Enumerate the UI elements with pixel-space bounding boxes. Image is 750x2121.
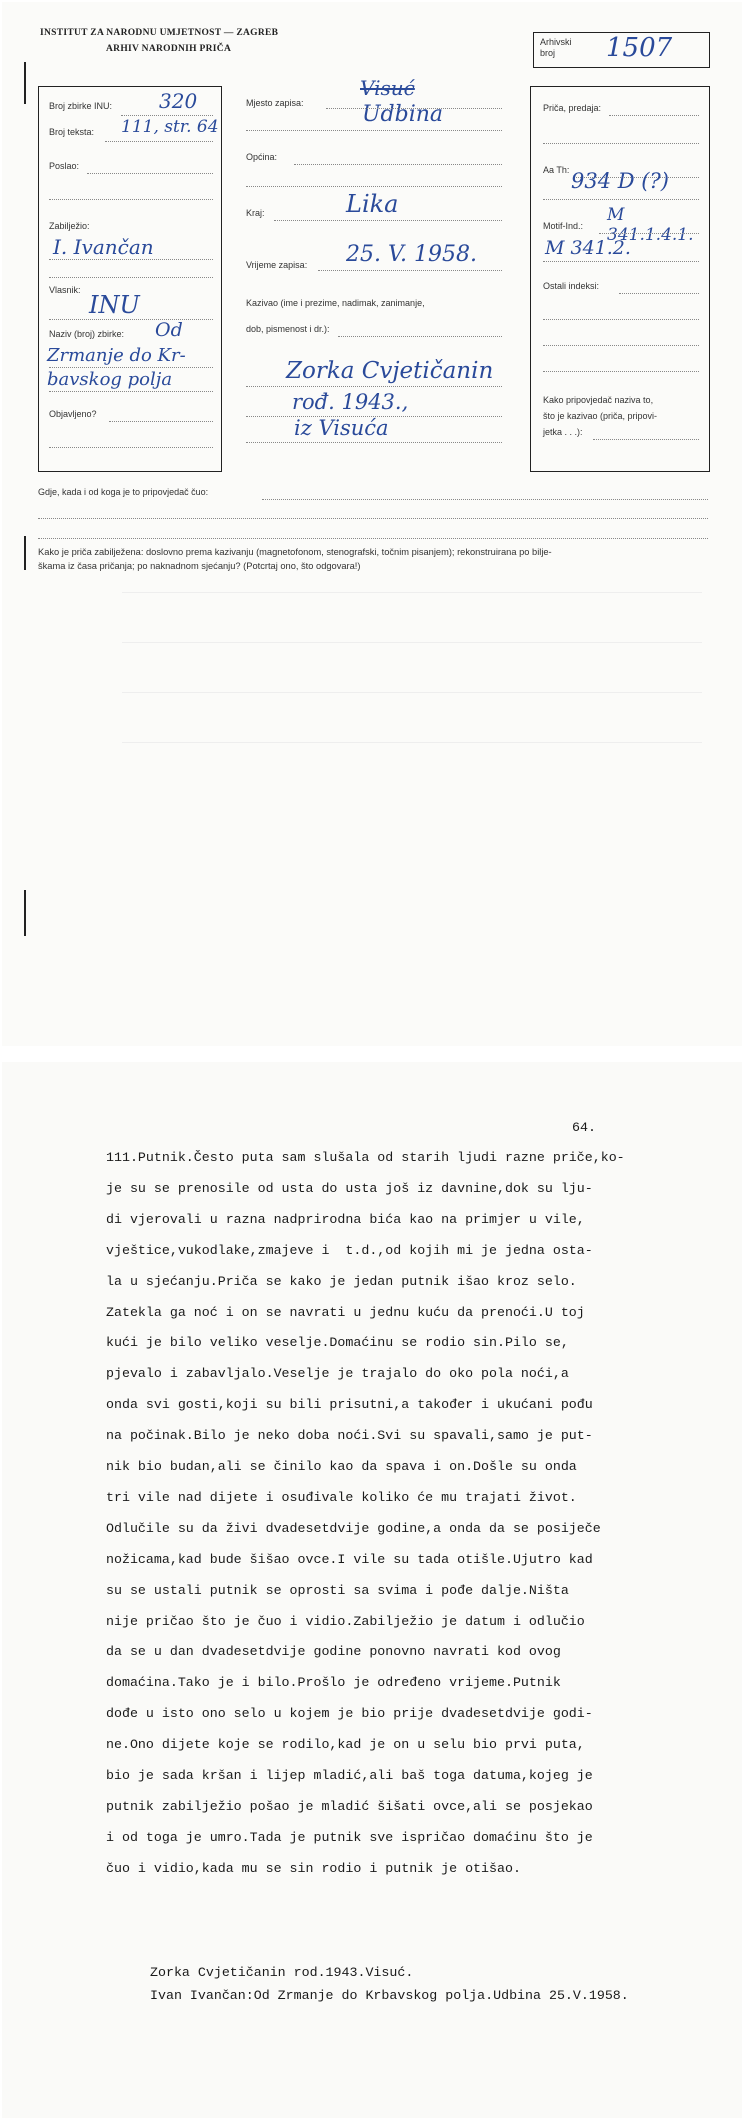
- narrator-value-1: Zorka Cvjetičanin: [286, 358, 494, 384]
- story-line: su se ustali putnik se oprosti sa svima i pođe dalje.Ništa: [106, 1582, 569, 1598]
- story-line: 111.Putnik.Često puta sam slušala od starih ljudi razne priče,ko-: [106, 1150, 625, 1165]
- narrator-label-2: dob, pismenost i dr.):: [246, 324, 330, 334]
- motif-index-label: Motif-Ind.:: [543, 221, 584, 231]
- typed-text-page: [2, 1062, 742, 2118]
- story-line: ne.Ono dijete koje se rodilo,kad je on u selu bio prvi puta,: [106, 1737, 585, 1753]
- story-line: tri vile nad dijete i osuđivale koliko će mu trajati život.: [106, 1489, 577, 1505]
- place-value: Udbina: [362, 102, 444, 127]
- story-line: na počinak.Bilo je neko doba noći.Svi su spavali,samo je put-: [106, 1428, 593, 1444]
- story-type-label: Priča, predaja:: [543, 103, 602, 113]
- published-label: Objavljeno?: [49, 409, 97, 419]
- footer-source: Ivan Ivančan:Od Zrmanje do Krbavskog polja.Udbina 25.V.1958.: [150, 1988, 629, 2003]
- story-line: bio je sada kršan i lijep mladić,ali baš toga datuma,kojeg je: [106, 1768, 593, 1783]
- story-line: la u sjećanju.Priča se kako je jedan putnik išao kroz selo.: [106, 1273, 577, 1289]
- text-number-label: Broj teksta:: [49, 127, 95, 137]
- place-label: Mjesto zapisa:: [246, 98, 304, 108]
- story-line: Odlučile su da živi dvadesetdvije godine,a onda da se posiječe: [106, 1520, 601, 1536]
- story-line: dođe u isto ono selo u kojem je bio prije dvadesetdvije godi-: [106, 1706, 593, 1722]
- date-value: 25. V. 1958.: [346, 242, 477, 267]
- collection-name-value-2: Zrmanje do Kr-: [47, 345, 186, 366]
- motif-index-value-1: M 341.1.4.1.: [607, 205, 694, 245]
- form-page: [2, 2, 742, 1046]
- collection-name-label: Naziv (broj) zbirke:: [49, 329, 125, 339]
- story-line: vještice,vukodlake,zmajeve i t.d.,od kojih mi je jedna osta-: [106, 1242, 593, 1258]
- story-line: da se u dan dvadesetdvije godine ponovno navrati kod ovog: [106, 1644, 561, 1660]
- story-line: domaćina.Tako je i bilo.Prošlo je određeno vrijeme.Putnik: [106, 1675, 561, 1691]
- narrator-term-label-3: jetka . . .):: [543, 427, 583, 437]
- story-line: i od toga je umro.Tada je putnik sve ispričao domaćinu što je: [106, 1829, 593, 1845]
- story-line: onda svi gosti,koji su bili prisutni,a također i ukućani pođu: [106, 1397, 593, 1413]
- recorded-by-label: Zabilježio:: [49, 221, 90, 231]
- narrator-term-label-2: što je kazivao (priča, pripovi-: [543, 411, 658, 421]
- aath-value: 934 D (?): [571, 169, 669, 193]
- region-label: Kraj:: [246, 208, 265, 218]
- left-info-box: [38, 86, 222, 472]
- collection-name-value-1: Od: [155, 319, 183, 341]
- motif-index-value-2: M 341.2.: [545, 237, 631, 259]
- margin-mark: [24, 62, 26, 104]
- page-number: 64.: [572, 1120, 596, 1135]
- owner-value: INU: [89, 291, 140, 319]
- archive-number-label: Arhivski broj: [540, 37, 572, 58]
- region-value: Lika: [346, 190, 399, 218]
- collection-number-label: Broj zbirke INU:: [49, 101, 113, 111]
- story-line: putnik zabilježio pošao je mladić šišati ovce,ali se posjekao: [106, 1798, 593, 1814]
- date-label: Vrijeme zapisa:: [246, 260, 308, 270]
- source-label: Gdje, kada i od koga je to pripovjedač čuo:: [38, 487, 209, 497]
- story-line: pjevalo i zabavljalo.Veselje je trajalo do oko pola noći,a: [106, 1366, 569, 1382]
- right-info-box: [530, 86, 710, 472]
- recording-method-label-2: škama iz časa pričanja; po naknadnom sjećanju? (Potcrtaj ono, što odgovara!): [38, 561, 361, 571]
- municipality-label: Općina:: [246, 152, 278, 162]
- sent-by-label: Poslao:: [49, 161, 80, 171]
- recording-method-label-1: Kako je priča zabilježena: doslovno prema kazivanju (magnetofonom, stenografski, točnim pisanjem); rekonstruirana po bilje-: [38, 547, 552, 557]
- narrator-value-3: iz Visuća: [294, 416, 389, 440]
- archive-number-box: [533, 32, 710, 68]
- collection-number-value: 320: [159, 89, 198, 113]
- story-line: di vjerovali u razna nadprirodna bića kao na primjer u vile,: [106, 1211, 585, 1227]
- story-line: nije pričao što je čuo i vidio.Zabilježio je datum i odlučio: [106, 1613, 585, 1629]
- margin-mark: [24, 536, 26, 570]
- other-indexes-label: Ostali indeksi:: [543, 281, 600, 291]
- story-line: Zatekla ga noć i on se navrati u jednu kuću da prenoći.U toj: [106, 1304, 585, 1320]
- place-struck-value: Visuć: [360, 76, 415, 100]
- narrator-value-2: rođ. 1943.,: [292, 390, 409, 414]
- footer-narrator: Zorka Cvjetičanin rod.1943.Visuć.: [150, 1965, 414, 1980]
- story-line: nik bio budan,ali se činilo kao da spava i on.Došle su onda: [106, 1459, 577, 1474]
- story-line: nožicama,kad bude šišao ovce.I vile su tada otišle.Ujutro kad: [106, 1551, 593, 1567]
- recorded-by-value: I. Ivančan: [53, 235, 154, 259]
- archive-number-value: 1507: [606, 33, 673, 63]
- story-line: čuo i vidio,kada mu se sin rodio i putnik je otišao.: [106, 1860, 521, 1876]
- margin-mark: [24, 890, 26, 936]
- narrator-label-1: Kazivao (ime i prezime, nadimak, zanimanje,: [246, 298, 425, 308]
- story-line: kući je bilo veliko veselje.Domaćinu se rodio sin.Pilo se,: [106, 1335, 569, 1351]
- owner-label: Vlasnik:: [49, 285, 81, 295]
- collection-name-value-3: bavskog polja: [47, 369, 173, 390]
- story-line: je su se prenosile od usta do usta još iz davnine,dok su lju-: [106, 1180, 593, 1196]
- narrator-term-label-1: Kako pripovjedač naziva to,: [543, 395, 654, 405]
- institute-name: INSTITUT ZA NARODNU UMJETNOST — ZAGREB: [40, 28, 279, 38]
- aath-label: Aa Th:: [543, 165, 570, 175]
- text-number-value: 111, str. 64: [121, 117, 219, 137]
- archive-name: ARHIV NARODNIH PRIČA: [106, 44, 232, 54]
